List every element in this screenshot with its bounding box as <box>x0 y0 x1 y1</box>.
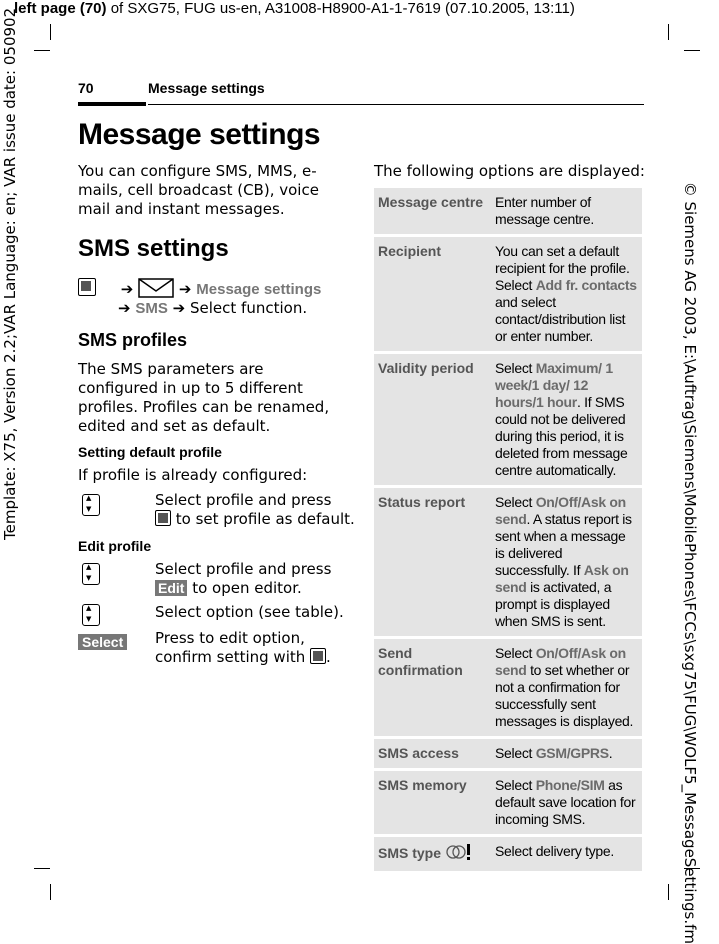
option-description <box>495 645 638 730</box>
crop-mark <box>668 884 669 900</box>
option-desc-highlight: GSM/GPRS <box>535 745 609 761</box>
intro-paragraph: You can configure SMS, MMS, e-mails, cell broadcast (CB), voice mail and instant messages. <box>78 162 319 218</box>
edit-softkey: Edit <box>155 580 187 596</box>
print-header-bold: left page (70) <box>14 0 107 17</box>
option-label <box>378 843 495 865</box>
option-desc-part: Select <box>495 645 536 661</box>
template-info: Template: X75, Version 2.2;VAR Language: en; VAR issue date: 050902 <box>1 7 19 540</box>
edit-step3-text-a: Press to edit option, <box>155 629 305 647</box>
option-desc-highlight: On/Off/Ask on send <box>495 645 626 678</box>
envelope-icon <box>138 278 174 298</box>
options-intro: The following options are displayed: <box>374 162 645 180</box>
edit-step1-text-b: to open editor. <box>192 579 302 597</box>
option-description: Enter number of message centre. <box>495 194 594 227</box>
menu-key-icon <box>78 278 96 296</box>
option-desc-part: and select contact/distribution list or enter number. <box>495 294 626 344</box>
option-desc-part: . <box>608 745 613 761</box>
menu-path: ➔ ➔ Message settings ➔ SMS ➔ Select function. <box>78 278 358 318</box>
crop-mark <box>34 50 50 51</box>
option-desc-part: . A status report is sent when a message is delivered successfully. If <box>495 511 632 578</box>
edit-step1-text-a: Select profile and press <box>155 560 332 578</box>
page-number: 70 <box>78 80 94 96</box>
option-desc-highlight: Maximum/ 1 week/1 day/ 12 hours/1 hour <box>495 360 613 410</box>
option-description <box>495 777 638 828</box>
option-desc-part: as default save location for incoming SMS. <box>495 777 636 827</box>
option-label: Validity period <box>378 360 474 376</box>
sms-profiles-heading: SMS profiles <box>78 330 188 350</box>
navigation-key-icon <box>82 604 100 626</box>
options-table <box>374 188 642 874</box>
navigation-key-icon <box>82 494 100 516</box>
option-description <box>495 360 638 479</box>
option-description: Select delivery type. <box>495 843 614 859</box>
table-row <box>374 739 642 768</box>
default-step-text-b: to set profile as default. <box>175 510 355 528</box>
option-desc-part: . If SMS could not be delivered during this period, it is deleted from message centre automatically. <box>495 394 628 478</box>
table-row <box>374 188 642 234</box>
table-row <box>374 354 642 485</box>
default-profile-text: If profile is already configured: <box>78 466 308 484</box>
crop-mark <box>34 868 50 869</box>
option-desc-part: to set whether or not a confirmation for successfully sent messages is displayed. <box>495 662 634 729</box>
copyright-path: © Siemens AG 2003, E:\Auftrag\Siemens\MobilePhones\FCCs\sxg75\FUG\WOLF5_MessageSettings.fm <box>681 181 699 944</box>
option-label-text: SMS type <box>378 845 442 861</box>
option-label: SMS access <box>378 745 459 761</box>
center-key-icon <box>155 510 171 526</box>
default-step-text-a: Select profile and press <box>155 491 332 509</box>
option-label: SMS memory <box>378 777 467 793</box>
option-description <box>495 494 638 630</box>
table-row <box>374 837 642 871</box>
option-desc-part: You can set a default recipient for the profile. Select <box>495 243 630 293</box>
edit-step3-text-b: confirm setting with <box>155 648 306 666</box>
sms-profiles-paragraph: The SMS parameters are configured in up to 5 different profiles. Profiles can be renamed, edited and set as default. <box>78 360 330 435</box>
option-desc-part: Select <box>495 360 536 376</box>
table-row <box>374 639 642 736</box>
network-warning-icon <box>445 843 475 861</box>
option-desc-part: is activated, a prompt is displayed when SMS is sent. <box>495 579 612 629</box>
edit-step-1 <box>155 560 355 598</box>
option-desc-highlight: Add fr. contacts <box>535 277 637 293</box>
page-title: Message settings <box>78 118 321 151</box>
crop-mark <box>50 24 51 40</box>
header-rule <box>148 104 644 105</box>
menu-path-message-settings: Message settings <box>196 281 322 298</box>
option-description <box>495 745 638 762</box>
option-description <box>495 243 638 345</box>
option-label: Status report <box>378 494 466 510</box>
crop-mark <box>50 884 51 900</box>
option-label: Message centre <box>378 194 484 210</box>
option-label: Send confirmation <box>378 645 463 678</box>
default-step <box>155 491 355 529</box>
option-desc-highlight: On/Off/Ask on send <box>495 494 626 527</box>
option-desc-highlight: Phone/SIM <box>535 777 605 793</box>
edit-profile-heading: Edit profile <box>78 538 152 554</box>
navigation-key-icon <box>82 563 100 585</box>
table-row <box>374 488 642 636</box>
center-key-icon <box>310 648 326 664</box>
edit-step-2: Select option (see table). <box>155 603 344 621</box>
header-rule-thick <box>78 102 146 106</box>
menu-path-end: Select function. <box>190 299 308 317</box>
crop-mark <box>668 24 669 40</box>
running-title: Message settings <box>148 80 265 96</box>
print-header-rest: of SXG75, FUG us-en, A31008-H8900-A1-1-7619 (07.10.2005, 13:11) <box>106 0 575 17</box>
table-row <box>374 237 642 351</box>
select-softkey: Select <box>78 634 127 650</box>
table-row <box>374 771 642 834</box>
edit-step-3: Press to edit option, confirm setting with . <box>155 629 331 666</box>
print-header-line <box>14 0 575 17</box>
option-desc-part: Select <box>495 494 536 510</box>
menu-path-sms: SMS <box>135 300 168 317</box>
option-desc-part: Select <box>495 777 536 793</box>
option-desc-highlight: Ask on send <box>495 562 629 595</box>
sms-settings-heading: SMS settings <box>78 235 229 262</box>
default-profile-heading: Setting default profile <box>78 444 222 460</box>
option-desc-part: Select <box>495 745 536 761</box>
option-label: Recipient <box>378 243 442 259</box>
